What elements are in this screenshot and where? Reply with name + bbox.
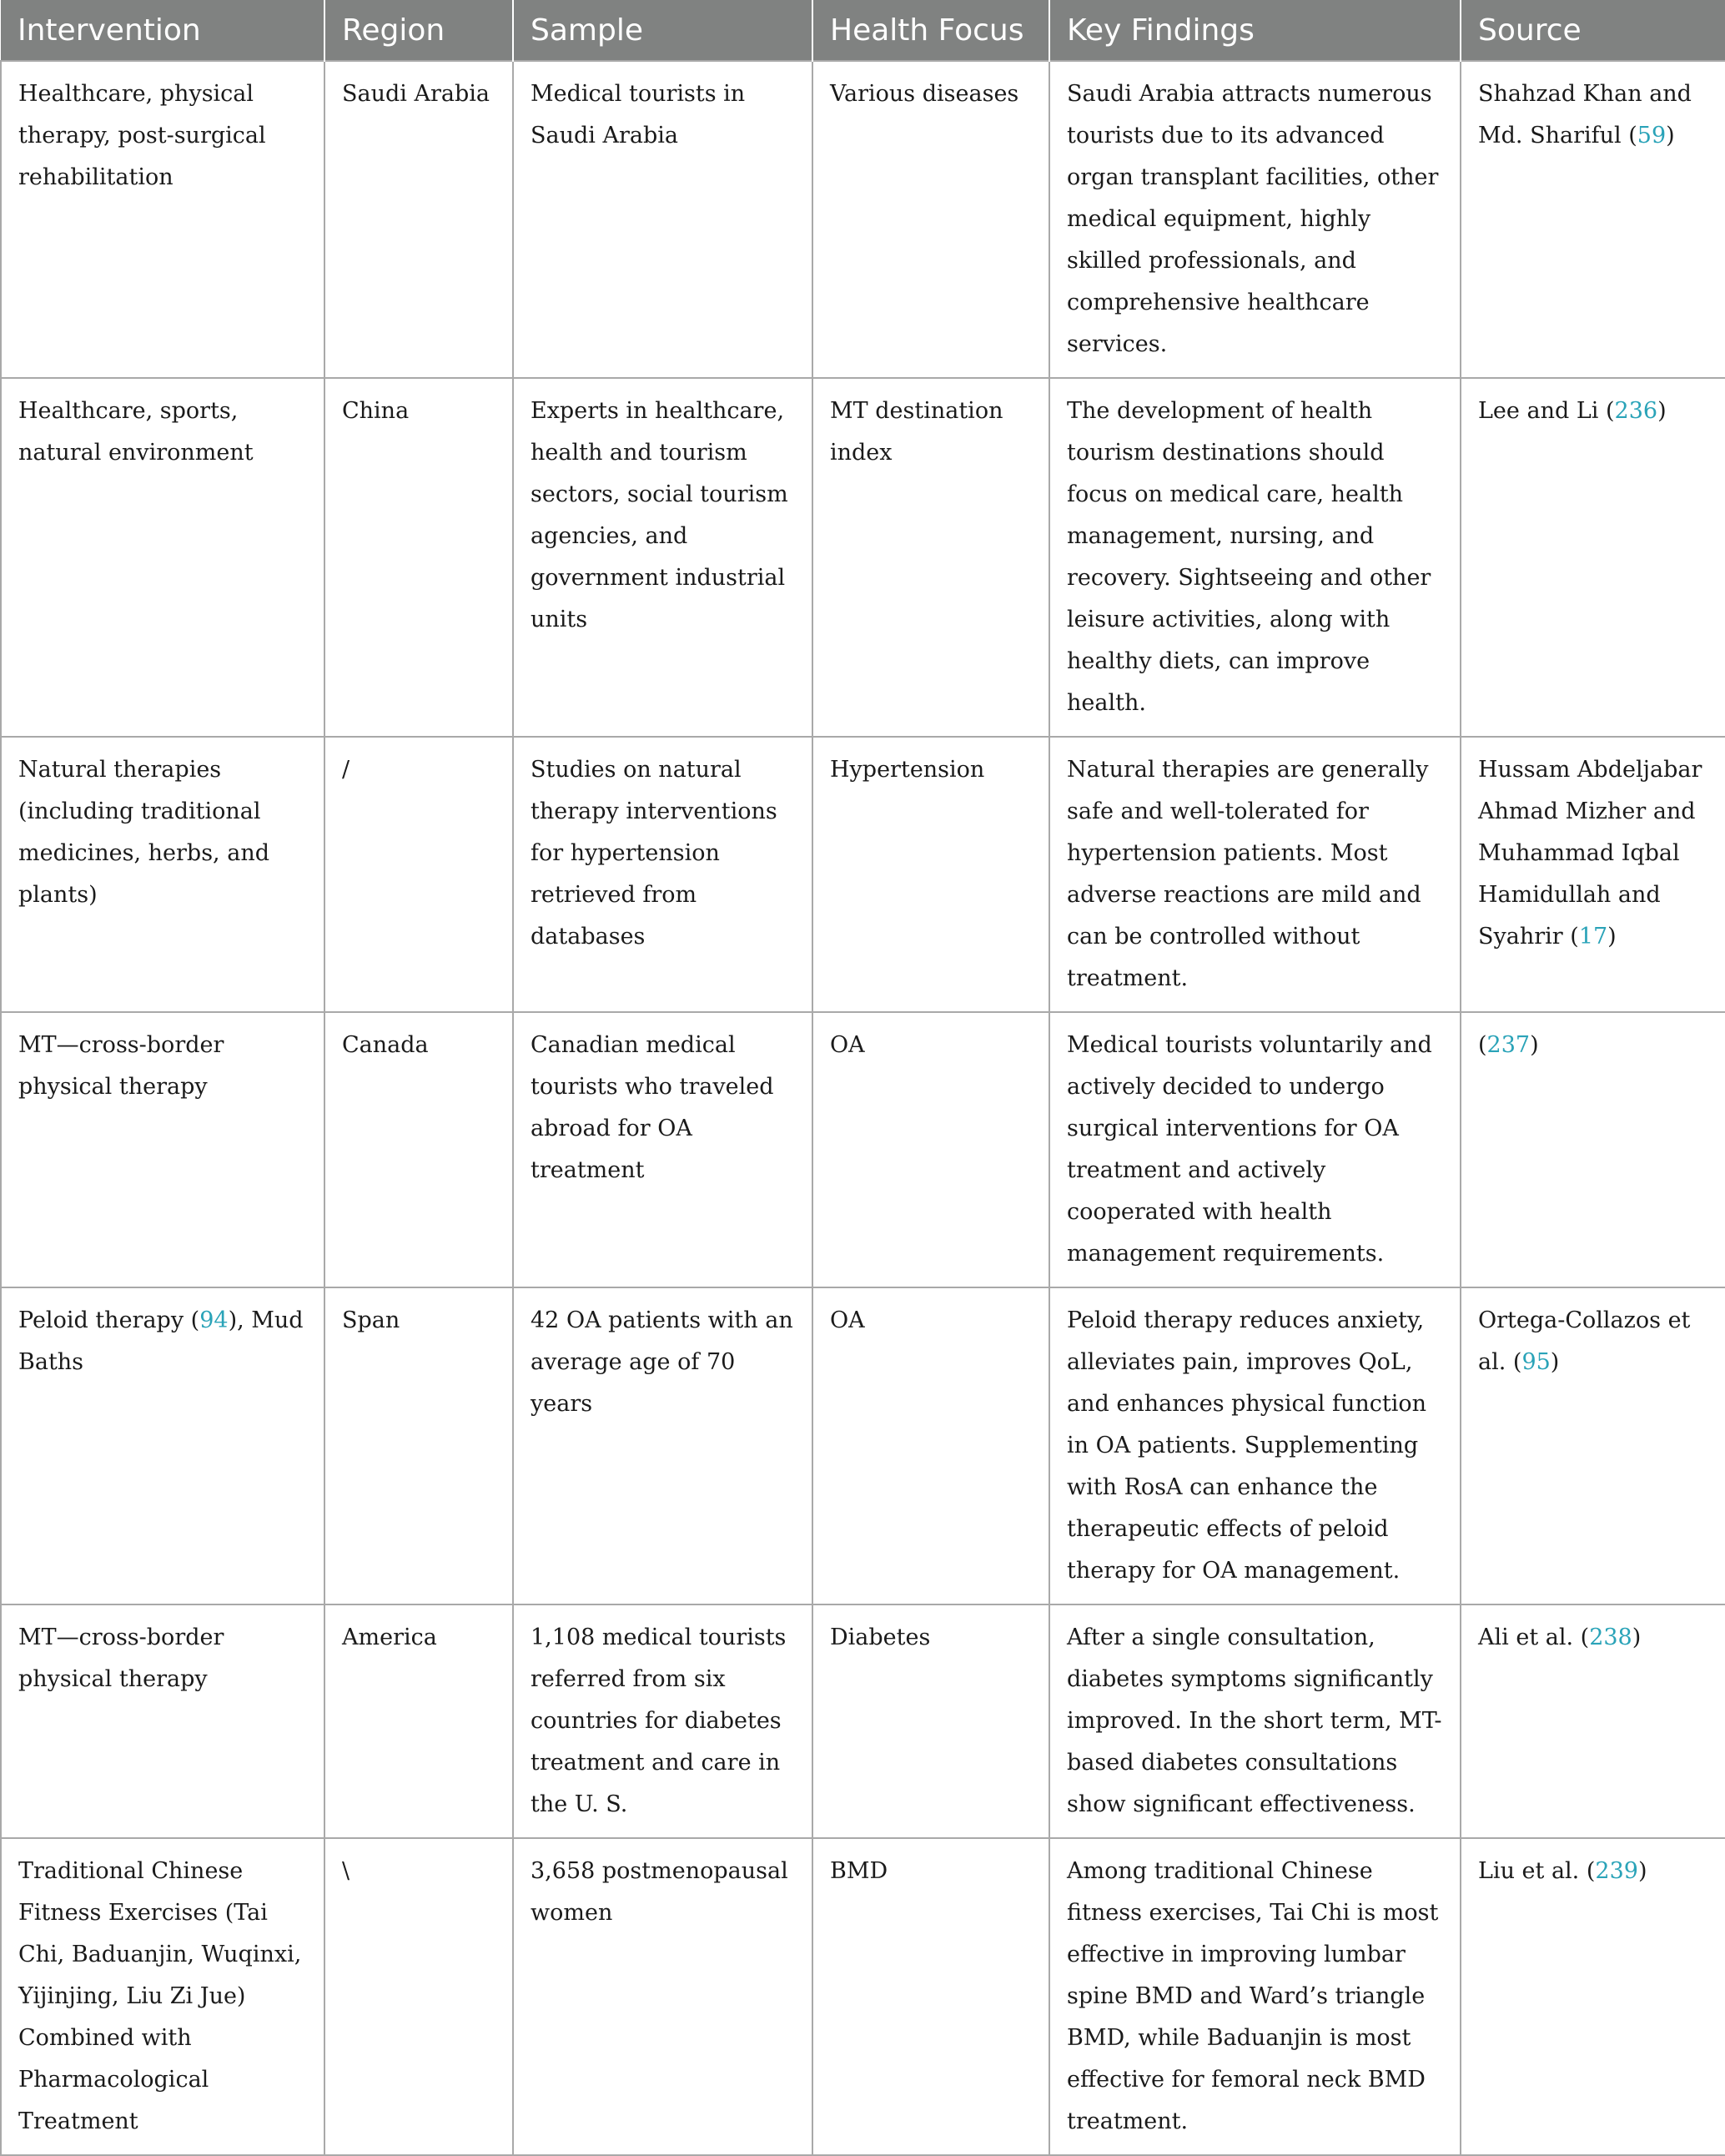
source-end: ) (1607, 924, 1617, 950)
table-row (1, 1604, 1725, 1838)
reference-link[interactable]: 59 (1637, 123, 1667, 149)
source-text: Liu et al. ( (1478, 1858, 1596, 1884)
source-end: ) (1550, 1349, 1560, 1375)
table-row (1, 1012, 1725, 1287)
cell-source (1461, 737, 1725, 1012)
cell-source (1461, 61, 1725, 378)
table-row (1, 1287, 1725, 1604)
cell-intervention: MT—cross-border physical therapy (1, 1604, 324, 1838)
table-header-row (1, 0, 1725, 61)
cell-key-findings: Natural therapies are generally safe and well-tolerated for hypertension patients. Most adverse reactions are mild and can be controlled without treatment. (1049, 737, 1461, 1012)
cell-region: Saudi Arabia (324, 61, 513, 378)
cell-sample: 3,658 postmenopausal women (513, 1838, 812, 2155)
source-text: Hussam Abdeljabar Ahmad Mizher and Muhammad Iqbal Hamidullah and Syahrir ( (1478, 757, 1702, 950)
source-end: ) (1632, 1625, 1642, 1650)
source-end: ) (1530, 1032, 1539, 1058)
reference-link[interactable]: 17 (1578, 924, 1608, 950)
reference-link[interactable]: 239 (1595, 1858, 1638, 1884)
cell-sample: Canadian medical tourists who traveled abroad for OA treatment (513, 1012, 812, 1287)
cell-sample: Medical tourists in Saudi Arabia (513, 61, 812, 378)
cell-key-findings: Peloid therapy reduces anxiety, alleviates pain, improves QoL, and enhances physical function in OA patients. Supplementing with RosA can enhance the therapeutic effects of peloid therapy for OA management. (1049, 1287, 1461, 1604)
reference-link[interactable]: 237 (1486, 1032, 1531, 1058)
cell-health-focus: Various diseases (812, 61, 1049, 378)
table-row (1, 378, 1725, 737)
header-source: Source (1461, 0, 1725, 61)
reference-link[interactable]: 238 (1589, 1625, 1632, 1650)
cell-sample: 42 OA patients with an average age of 70 years (513, 1287, 812, 1604)
cell-intervention (1, 1287, 324, 1604)
cell-key-findings: After a single consultation, diabetes symptoms significantly improved. In the short term, MT-based diabetes consultations show significant effectiveness. (1049, 1604, 1461, 1838)
cell-key-findings: Saudi Arabia attracts numerous tourists due to its advanced organ transplant facilities, other medical equipment, highly skilled professionals, and comprehensive healthcare services. (1049, 61, 1461, 378)
cell-region: America (324, 1604, 513, 1838)
table-row (1, 737, 1725, 1012)
source-end: ) (1637, 1858, 1647, 1884)
reference-link[interactable]: 95 (1521, 1349, 1551, 1375)
cell-region: Span (324, 1287, 513, 1604)
cell-region: / (324, 737, 513, 1012)
cell-health-focus: OA (812, 1287, 1049, 1604)
cell-source (1461, 378, 1725, 737)
cell-source (1461, 1012, 1725, 1287)
cell-intervention: Healthcare, physical therapy, post-surgical rehabilitation (1, 61, 324, 378)
reference-link[interactable]: 236 (1614, 398, 1658, 424)
cell-health-focus: MT destination index (812, 378, 1049, 737)
table-row (1, 1838, 1725, 2155)
source-end: ) (1657, 398, 1667, 424)
source-text: Ali et al. ( (1478, 1625, 1590, 1650)
cell-key-findings: The development of health tourism destinations should focus on medical care, health management, nursing, and recovery. Sightseeing and other leisure activities, along with healthy diets, can improve health. (1049, 378, 1461, 737)
cell-key-findings: Medical tourists voluntarily and actively decided to undergo surgical interventions for OA treatment and actively cooperated with health management requirements. (1049, 1012, 1461, 1287)
cell-health-focus: BMD (812, 1838, 1049, 2155)
cell-region: \ (324, 1838, 513, 2155)
cell-sample: Experts in healthcare, health and tourism sectors, social tourism agencies, and government industrial units (513, 378, 812, 737)
cell-key-findings: Among traditional Chinese fitness exercises, Tai Chi is most effective in improving lumbar spine BMD and Ward’s triangle BMD, while Baduanjin is most effective for femoral neck BMD treatment. (1049, 1838, 1461, 2155)
cell-region: China (324, 378, 513, 737)
cell-sample: Studies on natural therapy interventions for hypertension retrieved from databases (513, 737, 812, 1012)
cell-health-focus: OA (812, 1012, 1049, 1287)
cell-health-focus: Hypertension (812, 737, 1049, 1012)
table-row (1, 61, 1725, 378)
cell-health-focus: Diabetes (812, 1604, 1049, 1838)
cell-intervention: Traditional Chinese Fitness Exercises (Tai Chi, Baduanjin, Wuqinxi, Yijinjing, Liu Zi Jue) Combined with Pharmacological Treatment (1, 1838, 324, 2155)
cell-source (1461, 1838, 1725, 2155)
header-intervention: Intervention (1, 0, 324, 61)
cell-intervention: MT—cross-border physical therapy (1, 1012, 324, 1287)
source-text: Shahzad Khan and Md. Shariful ( (1478, 81, 1692, 149)
header-health-focus: Health Focus (812, 0, 1049, 61)
cell-sample: 1,108 medical tourists referred from six countries for diabetes treatment and care in the U. S. (513, 1604, 812, 1838)
cell-region: Canada (324, 1012, 513, 1287)
cell-intervention: Healthcare, sports, natural environment (1, 378, 324, 737)
header-region: Region (324, 0, 513, 61)
intervention-text: Peloid therapy ( (18, 1307, 200, 1333)
header-sample: Sample (513, 0, 812, 61)
cell-source (1461, 1604, 1725, 1838)
source-end: ) (1666, 123, 1675, 149)
source-text: Lee and Li ( (1478, 398, 1615, 424)
intervention-end: ), Mud Baths (18, 1307, 304, 1375)
source-text: ( (1478, 1032, 1487, 1058)
cell-intervention: Natural therapies (including traditional medicines, herbs, and plants) (1, 737, 324, 1012)
reference-link[interactable]: 94 (199, 1307, 229, 1333)
header-key-findings: Key Findings (1049, 0, 1461, 61)
source-text: Ortega-Collazos et al. ( (1478, 1307, 1691, 1375)
cell-source (1461, 1287, 1725, 1604)
